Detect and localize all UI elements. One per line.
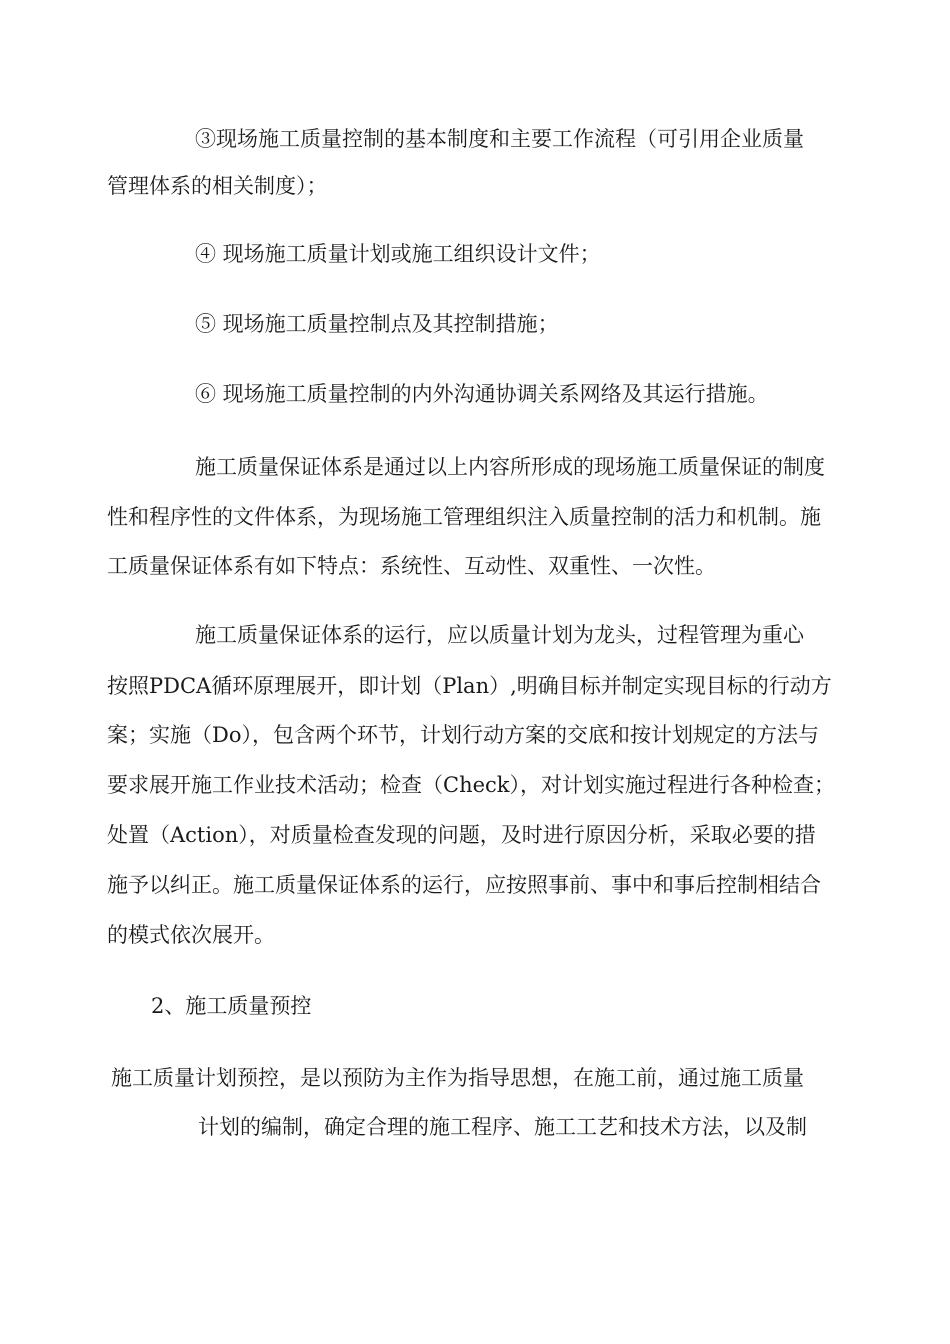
list-item-3-line-1: ③现场施工质量控制的基本制度和主要工作流程（可引用企业质量 bbox=[195, 127, 804, 151]
paragraph-2-line-5: 处置（Action），对质量检查发现的问题，及时进行原因分析，采取必要的措 bbox=[107, 823, 816, 847]
paragraph-3-line-2: 计划的编制，确定合理的施工程序、施工工艺和技术方法，以及制 bbox=[198, 1115, 807, 1139]
paragraph-2-line-2: 按照PDCA循环原理展开，即计划（Plan）,明确目标并制定实现目标的行动方 bbox=[107, 674, 832, 698]
paragraph-2-line-3: 案；实施（Do），包含两个环节，计划行动方案的交底和按计划规定的方法与 bbox=[107, 723, 819, 747]
paragraph-2-line-4: 要求展开施工作业技术活动；检查（Check），对计划实施过程进行各种检查； bbox=[107, 773, 836, 797]
paragraph-1-line-2: 性和程序性的文件体系，为现场施工管理组织注入质量控制的活力和机制。施 bbox=[107, 505, 821, 529]
paragraph-1-line-1: 施工质量保证体系是通过以上内容所形成的现场施工质量保证的制度 bbox=[195, 455, 825, 479]
paragraph-2-line-6: 施予以纠正。施工质量保证体系的运行，应按照事前、事中和事后控制相结合 bbox=[107, 873, 821, 897]
section-heading: 2、施工质量预控 bbox=[151, 994, 312, 1018]
paragraph-1-line-3: 工质量保证体系有如下特点：系统性、互动性、双重性、一次性。 bbox=[107, 554, 716, 578]
list-item-6: ⑥ 现场施工质量控制的内外沟通协调关系网络及其运行措施。 bbox=[195, 382, 769, 406]
paragraph-3-line-1: 施工质量计划预控，是以预防为主作为指导思想，在施工前，通过施工质量 bbox=[111, 1066, 804, 1090]
list-item-5: ⑤ 现场施工质量控制点及其控制措施； bbox=[195, 312, 559, 336]
list-item-4: ④ 现场施工质量计划或施工组织设计文件； bbox=[195, 242, 601, 266]
paragraph-2-line-1: 施工质量保证体系的运行，应以质量计划为龙头，过程管理为重心 bbox=[195, 623, 804, 647]
list-item-3-line-2: 管理体系的相关制度）； bbox=[107, 174, 328, 198]
paragraph-2-line-7: 的模式依次展开。 bbox=[107, 923, 275, 947]
